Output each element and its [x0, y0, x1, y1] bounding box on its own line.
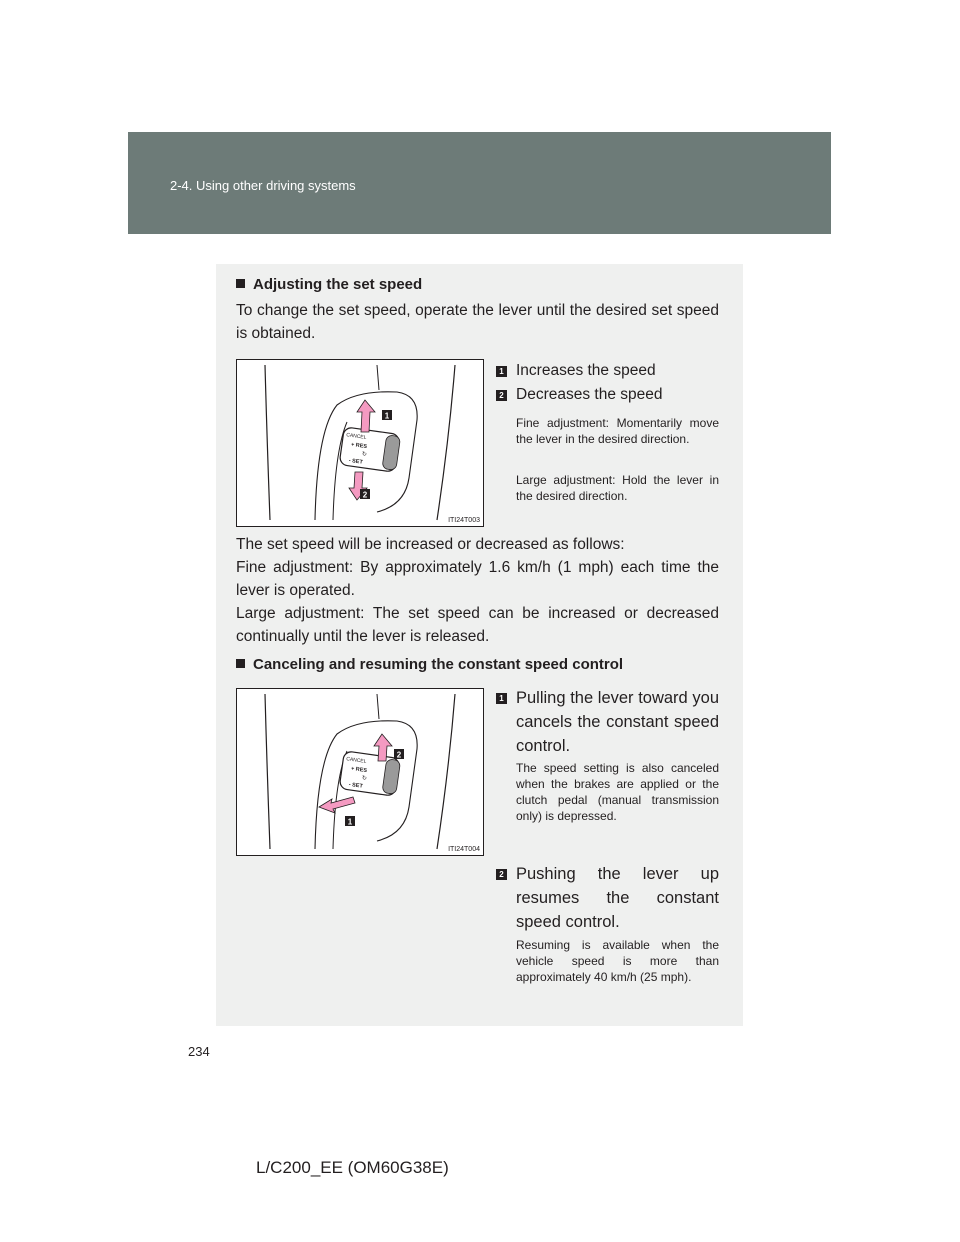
number-badge: 1: [496, 366, 507, 377]
number-badge: 2: [496, 390, 507, 401]
lever-drawing-adjust: [237, 360, 483, 526]
lever-res-label: + RES: [350, 441, 368, 451]
svg-text:1: 1: [384, 411, 390, 421]
item-text: Decreases the speed: [516, 386, 663, 403]
lever-cancel-label: CANCEL: [345, 756, 367, 765]
bullet-square-icon: [236, 659, 245, 668]
cruise-symbol-icon: ↻: [361, 775, 368, 783]
number-badge: 2: [496, 869, 507, 880]
item-text: Pushing the lever up resumes the constant speed control.: [516, 865, 719, 931]
figure-code: ITI24T003: [448, 517, 480, 524]
item-text: Increases the speed: [516, 362, 656, 379]
figure-code: ITI24T004: [448, 846, 480, 853]
lever-set-label: - SET: [348, 781, 364, 790]
lever-illustration-adjust: [236, 359, 484, 527]
content-panel: [216, 264, 743, 1026]
section1-intro: To change the set speed, operate the lever until the desired set speed is obtained.: [236, 302, 719, 342]
adjust-note-fine: Fine adjustment: Momentarily move the lever in the desired direction.: [516, 416, 719, 446]
list-item: [496, 686, 719, 758]
resume-note: Resuming is available when the vehicle speed is more than approximately 40 km/h (25 mph).: [516, 938, 719, 984]
section1-heading: [236, 276, 422, 293]
footer-code: L/C200_EE (OM60G38E): [256, 1158, 449, 1177]
svg-text:2: 2: [362, 490, 368, 500]
section1-heading-text: Adjusting the set speed: [253, 276, 423, 293]
section2-heading-text: Canceling and resuming the constant speed control: [253, 656, 624, 673]
bullet-square-icon: [236, 279, 245, 288]
cruise-symbol-icon: ↻: [361, 451, 368, 459]
lever-illustration-cancel: [236, 688, 484, 856]
section-header-bar: [128, 132, 831, 234]
arrow-up-icon: [357, 400, 375, 432]
number-badge: 1: [496, 693, 507, 704]
svg-text:1: 1: [347, 817, 353, 827]
svg-text:2: 2: [396, 750, 402, 760]
cancel-note: The speed setting is also canceled when the brakes are applied or the clutch pedal (manual transmission only) is depressed.: [516, 761, 719, 823]
list-item: [496, 359, 719, 382]
body-text: Fine adjustment: By approximately 1.6 km/h (1 mph) each time the lever is operated.: [236, 559, 719, 599]
list-item: [496, 862, 719, 934]
item-text: Pulling the lever toward you cancels the constant speed control.: [516, 689, 719, 755]
body-text: Large adjustment: The set speed can be increased or decreased continually until the lever is released.: [236, 605, 719, 645]
section2-heading: [236, 656, 623, 673]
body-text: The set speed will be increased or decreased as follows:: [236, 536, 625, 553]
section-title: 2-4. Using other driving systems: [170, 178, 356, 193]
page-number: 234: [188, 1044, 210, 1059]
lever-drawing-cancel: [237, 689, 483, 855]
lever-set-label: - SET: [348, 457, 364, 466]
arrow-pull-icon: [319, 797, 355, 813]
list-item: [496, 383, 719, 406]
adjust-note-large: Large adjustment: Hold the lever in the desired direction.: [516, 473, 719, 503]
lever-res-label: + RES: [350, 765, 368, 775]
lever-cancel-label: CANCEL: [345, 432, 367, 441]
